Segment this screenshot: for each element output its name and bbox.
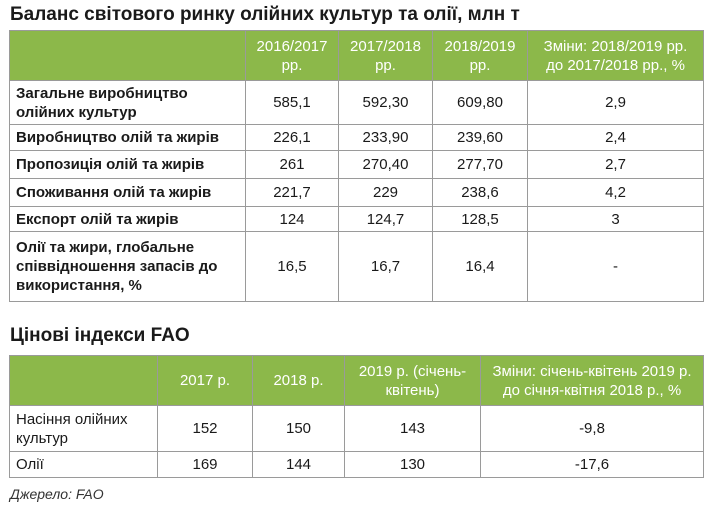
row-label: Експорт олій та жирів: [10, 207, 246, 232]
cell-change: 2,4: [528, 125, 704, 151]
table1-header-change: Зміни: 2018/2019 рр. до 2017/2018 рр., %: [528, 31, 704, 81]
fao-price-index-table: [9, 355, 704, 478]
table-row: [10, 125, 704, 151]
row-label: Насіння олійних культур: [10, 406, 158, 452]
table2-header-2017: 2017 р.: [158, 356, 253, 406]
cell-2016-2017: 221,7: [246, 179, 339, 207]
cell-2016-2017: 261: [246, 151, 339, 179]
cell-2019: 143: [345, 406, 481, 452]
cell-2018-2019: 16,4: [433, 232, 528, 302]
table-row: [10, 207, 704, 232]
table2-header-2019: 2019 р. (січень-квітень): [345, 356, 481, 406]
cell-2018: 144: [253, 452, 345, 478]
cell-change: 4,2: [528, 179, 704, 207]
row-label: Пропозиція олій та жирів: [10, 151, 246, 179]
row-label: Виробництво олій та жирів: [10, 125, 246, 151]
table-row: [10, 151, 704, 179]
row-label: Олії та жири, глобальне співвідношення запасів до використання, %: [10, 232, 246, 302]
cell-change: -9,8: [481, 406, 704, 452]
table-row: [10, 81, 704, 125]
table1-header-row: [10, 31, 704, 81]
cell-2019: 130: [345, 452, 481, 478]
table2-title: Цінові індекси FAO: [10, 325, 190, 346]
cell-change: 3: [528, 207, 704, 232]
source-note: Джерело: FAO: [10, 486, 104, 502]
row-label: Олії: [10, 452, 158, 478]
cell-2018-2019: 277,70: [433, 151, 528, 179]
table2-header-corner: [10, 356, 158, 406]
cell-change: -: [528, 232, 704, 302]
table-row: [10, 232, 704, 302]
cell-change: 2,7: [528, 151, 704, 179]
cell-2018-2019: 239,60: [433, 125, 528, 151]
table-row: [10, 179, 704, 207]
row-label: Загальне виробництво олійних культур: [10, 81, 246, 125]
table2-header-2018: 2018 р.: [253, 356, 345, 406]
cell-2018: 150: [253, 406, 345, 452]
row-label: Споживання олій та жирів: [10, 179, 246, 207]
table2-header-row: [10, 356, 704, 406]
cell-2017-2018: 270,40: [339, 151, 433, 179]
cell-2017-2018: 124,7: [339, 207, 433, 232]
table1-title: Баланс світового ринку олійних культур та олії, млн т: [10, 4, 520, 25]
cell-2018-2019: 128,5: [433, 207, 528, 232]
table-row: [10, 406, 704, 452]
cell-2017-2018: 592,30: [339, 81, 433, 125]
table1-header-2016-2017: 2016/2017 рр.: [246, 31, 339, 81]
cell-2016-2017: 124: [246, 207, 339, 232]
oilseed-balance-table: [9, 30, 704, 302]
cell-change: 2,9: [528, 81, 704, 125]
table-row: [10, 452, 704, 478]
cell-2016-2017: 226,1: [246, 125, 339, 151]
cell-2017: 169: [158, 452, 253, 478]
cell-2016-2017: 585,1: [246, 81, 339, 125]
table1-header-2017-2018: 2017/2018 рр.: [339, 31, 433, 81]
table1-header-2018-2019: 2018/2019 рр.: [433, 31, 528, 81]
table1-header-corner: [10, 31, 246, 81]
cell-2017-2018: 16,7: [339, 232, 433, 302]
cell-2017-2018: 229: [339, 179, 433, 207]
cell-2018-2019: 238,6: [433, 179, 528, 207]
cell-2017-2018: 233,90: [339, 125, 433, 151]
cell-2017: 152: [158, 406, 253, 452]
cell-2018-2019: 609,80: [433, 81, 528, 125]
cell-change: -17,6: [481, 452, 704, 478]
cell-2016-2017: 16,5: [246, 232, 339, 302]
table2-header-change: Зміни: січень-квітень 2019 р. до січня-квітня 2018 р., %: [481, 356, 704, 406]
